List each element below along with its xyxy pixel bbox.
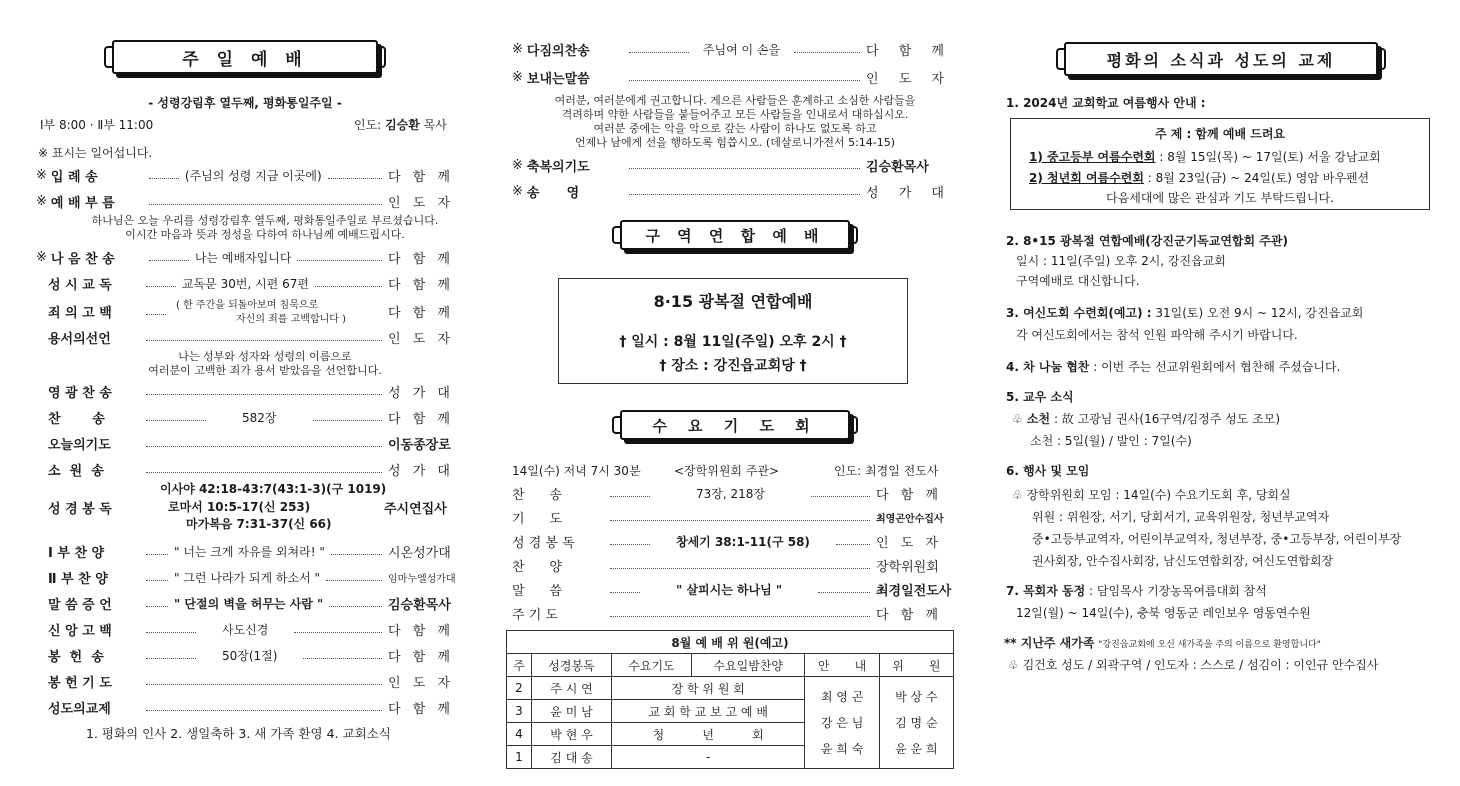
news-5-line-2: 소천 : 5일(월) / 발인 : 7일(수): [1030, 434, 1192, 448]
news-4: [1006, 358, 1340, 375]
news-1-a-label: 1) 중고등부 여름수련회: [1029, 150, 1156, 164]
scripture-reader: 주시연집사: [384, 502, 447, 517]
order-middle: 50장(1절): [222, 649, 278, 663]
order-label: 봉 헌 송: [48, 650, 104, 665]
order-item: [48, 408, 464, 427]
duty-week: 1: [507, 746, 532, 769]
leader-role: 목사: [423, 118, 447, 132]
duty-reader: 윤 미 남: [532, 700, 612, 723]
news-1-title: 1. 2024년 교회학교 여름행사 안내 :: [1006, 96, 1206, 110]
news-title-banner: [1064, 42, 1378, 76]
sending-text-4: 언제나 남에게 선을 행하도록 힘씁시오. (데살로니가전서 5:14-15): [574, 136, 896, 149]
order-item: [512, 40, 952, 59]
stand-mark: ※: [36, 194, 47, 209]
order-middle: 교독문 30번, 시편 67편: [182, 277, 309, 291]
wednesday-right: 최경일전도사: [876, 584, 952, 599]
duty-header: 수요일밤찬양: [691, 654, 804, 677]
order-label: 영 광 찬 송: [48, 386, 112, 401]
union-worship-date: † 일시 : 8월 11일(주일) 오후 2시 †: [619, 334, 847, 350]
order-right: 인 도 자: [388, 676, 454, 691]
order-item: [48, 646, 464, 665]
duty-wed: 장 학 위 원 회: [611, 677, 804, 700]
news-4-text: : 이번 주는 선교위원회에서 협찬해 주셨습니다.: [1089, 360, 1341, 374]
scripture-ref-3: 마가복음 7:31-37(신 66): [186, 517, 332, 531]
wednesday-item: [512, 580, 952, 599]
order-middle: " 그런 나라가 되게 하소서 ": [174, 571, 321, 585]
wednesday-leader: 인도: 최경일 전도사: [834, 464, 939, 478]
wednesday-right: 다 함 께: [876, 488, 942, 503]
news-5-title: 5. 교우 소식: [1006, 390, 1074, 404]
sending-text-3: 여러분 중에는 악을 악으로 갚는 사람이 하나도 없도록 하고: [593, 122, 877, 135]
duty-week: 3: [507, 700, 532, 723]
wednesday-middle: " 살피시는 하나님 ": [676, 583, 783, 597]
wednesday-prayer-banner: [620, 410, 850, 440]
news-8-title: ** 지난주 새가족: [1004, 636, 1095, 650]
news-4-title: 4. 차 나눔 협찬: [1006, 360, 1090, 374]
usher: 윤 운 희: [895, 741, 938, 756]
district-worship-title: 구 역 연 합 예 배: [645, 226, 825, 245]
order-label: 찬 송: [48, 412, 105, 427]
order-label: 말 씀 증 언: [48, 598, 112, 613]
order-item: [36, 192, 464, 211]
district-worship-banner: [620, 220, 850, 250]
stand-mark: ※: [512, 184, 523, 199]
stand-note: ※ 표시는 일어섭니다.: [38, 146, 153, 160]
order-item: [48, 328, 464, 347]
duty-week: 4: [507, 723, 532, 746]
wednesday-label: 말 씀: [512, 584, 562, 599]
order-middle: " 단절의 벽을 허무는 사람 ": [174, 597, 324, 611]
order-item: [48, 542, 464, 561]
table-row: [507, 677, 954, 700]
worship-title: 주 일 예 배: [182, 49, 308, 70]
order-label: Ⅱ 부 찬 양: [48, 572, 108, 587]
order-right: 다 함 께: [388, 170, 454, 185]
order-right: 다 함 께: [388, 412, 454, 427]
duty-reader: 김 대 송: [532, 746, 612, 769]
order-right: 다 함 께: [388, 252, 454, 267]
news-6-line-4: 권사회장, 안수집사회장, 남신도연합회장, 여신도연합회장: [1032, 554, 1334, 568]
stand-mark: ※: [512, 42, 523, 57]
wednesday-host: <장학위원회 주관>: [674, 464, 780, 478]
scripture-ref-1: 이사야 42:18-43:7(43:1-3)(구 1019): [160, 482, 387, 496]
wednesday-item: [512, 484, 952, 503]
usher: 윤 희 숙: [820, 741, 864, 756]
wednesday-right: 최영곤안수집사: [876, 514, 944, 525]
news-6-line-2: 위원 : 위원장, 서기, 당회서기, 교육위원장, 청년부교역자: [1032, 510, 1330, 524]
order-item: [48, 672, 464, 691]
order-item: [48, 274, 464, 293]
sending-text-1: 여러분, 여러분에게 권고합니다. 게으른 사람들은 훈계하고 소심한 사람들을: [554, 94, 916, 107]
news-7-text: : 담임목사 기장농목여름대회 참석: [1085, 584, 1267, 598]
duty-wed: -: [611, 746, 804, 769]
scripture-label: 성 경 봉 독: [48, 502, 112, 517]
wednesday-item: [512, 604, 952, 623]
order-item: [48, 460, 464, 479]
order-item: [48, 594, 464, 613]
order-item: [48, 620, 464, 639]
scripture-ref-2: 로마서 10:5-17(신 253): [168, 500, 311, 514]
order-right: 다 함 께: [388, 702, 454, 717]
order-item: [48, 434, 464, 453]
order-item: [512, 156, 952, 175]
wednesday-middle: 73장, 218장: [696, 487, 765, 501]
news-3-line-2: 각 여신도회에서는 참석 인원 파악해 주시기 바랍니다.: [1016, 328, 1298, 342]
duty-header: 수요기도: [611, 654, 691, 677]
duty-reader: 박 현 우: [532, 723, 612, 746]
service-leader: [354, 116, 447, 133]
news-1-a-text: : 8월 15일(목) ~ 17일(토) 서울 강남교회: [1155, 150, 1381, 164]
confess-text-1: ( 한 주간을 되돌아보며 침묵으로: [176, 300, 319, 311]
news-5-text: : 故 고광님 권사(16구역/김정주 성도 조모): [1050, 412, 1281, 426]
duty-wed: 교 회 학 교 보 고 예 배: [611, 700, 804, 723]
order-right: 다 함 께: [388, 278, 454, 293]
order-label: 보내는말씀: [526, 72, 590, 87]
order-right: 시온성가대: [388, 546, 451, 561]
news-7-line-2: 12일(월) ~ 14일(수), 충북 영동군 레인보우 영동연수원: [1016, 606, 1311, 620]
order-label: 예 배 부 름: [50, 196, 115, 211]
order-item: [36, 166, 464, 185]
order-right: 김승환목사: [388, 598, 451, 613]
duty-wed: 청 년 회: [611, 723, 804, 746]
stand-mark: ※: [36, 168, 47, 183]
news-3: [1006, 304, 1363, 321]
pardon-text-1: 나는 성부와 성자와 성령의 이름으로: [178, 350, 352, 363]
news-1-item-b: [1029, 169, 1369, 186]
news-1-note: 다음세대에 많은 관심과 기도 부탁드립니다.: [1106, 191, 1334, 205]
wednesday-time: 14일(수) 저녁 7시 30분: [512, 464, 641, 478]
order-right: 인 도 자: [866, 72, 952, 87]
order-middle: (주님의 성령 지금 이곳에): [184, 169, 322, 183]
union-worship-box: [558, 278, 908, 384]
order-item: [48, 568, 464, 587]
duty-header: 주: [507, 654, 532, 677]
order-label: 나 음 찬 송: [50, 252, 115, 267]
news-1-b-label: 2) 청년회 여름수련회: [1029, 171, 1144, 185]
union-worship-place: † 장소 : 강진읍교회당 †: [659, 358, 807, 374]
wednesday-label: 기 도: [512, 512, 562, 527]
order-right: 임마누엘성가대: [388, 574, 456, 585]
news-6-title: 6. 행사 및 모임: [1006, 464, 1090, 478]
news-1-box: [1010, 118, 1430, 210]
order-label: 송 영: [526, 186, 580, 201]
order-right: 성 가 대: [388, 464, 454, 479]
order-right: 성 가 대: [866, 186, 952, 201]
union-worship-title: 8·15 광복절 연합예배: [653, 292, 813, 311]
wednesday-item: [512, 556, 952, 575]
stand-mark: ※: [512, 158, 523, 173]
order-right: 다 함 께: [388, 306, 454, 321]
news-5-line-1: [1012, 410, 1280, 427]
call-text-1: 하나님은 오늘 우리를 성령강림후 열두째, 평화통일주일로 부르셨습니다.: [91, 214, 439, 227]
order-item: [48, 382, 464, 401]
wednesday-prayer-title: 수 요 기 도 회: [652, 416, 818, 435]
fellowship-list: 1. 평화의 인사 2. 생일축하 3. 새 가족 환영 4. 교회소식: [86, 726, 391, 741]
order-middle: 주님여 이 손을: [702, 43, 781, 57]
order-right: 다 함 께: [866, 44, 952, 59]
order-right: 인 도 자: [388, 196, 454, 211]
order-right: 다 함 께: [388, 650, 454, 665]
usher: 최 영 곤: [820, 689, 864, 704]
order-right: 이동종장로: [388, 438, 451, 453]
wednesday-label: 주 기 도: [512, 608, 558, 623]
duty-table: [506, 630, 954, 769]
news-2-line-2: 구역예배로 대신합니다.: [1016, 274, 1140, 288]
worship-subtitle: - 성령강림후 열두째, 평화통일주일 -: [148, 96, 342, 110]
ushers-b: [879, 677, 953, 769]
order-label: 죄 의 고 백: [48, 306, 112, 321]
wednesday-middle: 창세기 38:1-11(구 58): [676, 535, 810, 549]
news-1-item-a: [1029, 148, 1381, 165]
duty-title: 8월 예 배 위 원(예고): [507, 631, 954, 654]
wednesday-right: 장학위원회: [876, 560, 939, 575]
stand-mark: ※: [36, 250, 47, 265]
news-2-title: 2. 8•15 광복절 연합예배(강진군기독교연합회 주관): [1006, 234, 1288, 248]
news-3-title: 3. 여신도회 수련회(예고) :: [1006, 306, 1152, 320]
leader-name: 김승환: [385, 118, 420, 132]
news-8-quote: "강진읍교회에 오신 새가족을 주의 이름으로 환영합니다": [1098, 640, 1321, 650]
wednesday-right: 인 도 자: [876, 536, 942, 551]
duty-header: 내: [842, 654, 879, 677]
order-label: 신 앙 고 백: [48, 624, 112, 639]
news-1-b-text: : 8월 23일(금) ~ 24일(토) 영암 바우펜션: [1143, 171, 1370, 185]
stand-mark: ※: [512, 70, 523, 85]
wednesday-label: 찬 양: [512, 560, 562, 575]
wednesday-label: 찬 송: [512, 488, 562, 503]
order-label: 축복의기도: [526, 160, 590, 175]
service-times: Ⅰ부 8:00 · Ⅱ부 11:00: [40, 118, 154, 132]
news-3-text: 31일(토) 오전 9시 ~ 12시, 강진읍교회: [1151, 306, 1364, 320]
duty-header: 성경봉독: [532, 654, 612, 677]
news-7-title: 7. 목회자 동정: [1006, 584, 1086, 598]
order-label: 입 례 송: [50, 170, 98, 185]
leader-label: 인도:: [354, 118, 382, 132]
news-5-label: ♧ 소천: [1012, 412, 1051, 426]
worship-title-banner: [112, 40, 378, 74]
wednesday-item: [512, 532, 952, 551]
usher: 박 상 수: [895, 689, 938, 704]
order-middle: " 너는 크게 자유를 외쳐라! ": [174, 545, 325, 559]
order-label: 봉 헌 기 도: [48, 676, 112, 691]
order-middle: 나는 예배자입니다: [194, 251, 292, 265]
wednesday-item: [512, 508, 952, 527]
news-6-line-3: 중•고등부교역자, 어린이부교역자, 청년부장, 중•고등부장, 어린이부장: [1032, 532, 1402, 546]
news-2-line-1: 일시 : 11일(주일) 오후 2시, 강진읍교회: [1016, 254, 1226, 268]
news-1-theme: 주 제 : 함께 예배 드려요: [1154, 127, 1286, 141]
call-text-2: 이시간 마음과 뜻과 정성을 다하여 하나님께 예배드립시다.: [125, 228, 405, 241]
news-6-line-1: ♧ 장학위원회 모임 : 14일(수) 수요기도회 후, 당회실: [1012, 488, 1291, 502]
duty-week: 2: [507, 677, 532, 700]
order-item: [48, 698, 464, 717]
order-label: 성 시 교 독: [48, 278, 112, 293]
news-8: [1004, 634, 1321, 651]
news-7: [1006, 582, 1267, 599]
order-right: 김승환목사: [866, 160, 929, 175]
sending-text-2: 격려하며 약한 사람들을 붙들어주고 모든 사람들을 인내로서 대하십시오.: [561, 108, 909, 121]
ushers-a: [805, 677, 879, 769]
duty-header: 원: [916, 654, 953, 677]
news-title: 평화의 소식과 성도의 교제: [1106, 50, 1336, 70]
wednesday-label: 성 경 봉 독: [512, 536, 575, 551]
order-item: [512, 68, 952, 87]
order-middle: 사도신경: [222, 623, 269, 637]
order-label: 용서의선언: [48, 332, 111, 347]
order-label: 성도의교제: [48, 702, 111, 717]
usher: 김 명 순: [895, 715, 938, 730]
order-item: [512, 182, 952, 201]
order-right: 다 함 께: [388, 624, 454, 639]
order-label: Ⅰ 부 찬 양: [48, 546, 105, 561]
usher: 강 은 님: [820, 715, 864, 730]
order-middle: 582장: [242, 411, 277, 425]
duty-header: 위: [879, 654, 916, 677]
order-label: 소 원 송: [48, 464, 104, 479]
duty-header: 안: [805, 654, 842, 677]
news-8-line-1: ♧ 김건호 성도 / 외곽구역 / 인도자 : 스스로 / 섬김이 : 이인규 안수집사: [1008, 658, 1379, 672]
duty-reader: 주 시 연: [532, 677, 612, 700]
order-item: [36, 248, 464, 267]
pardon-text-2: 여러분이 고백한 죄가 용서 받았음을 선언합니다.: [148, 364, 382, 377]
confess-text-2: 자신의 죄를 고백합니다 ): [236, 314, 347, 325]
wednesday-right: 다 함 께: [876, 608, 942, 623]
order-label: 다짐의찬송: [526, 44, 590, 59]
order-right: 성 가 대: [388, 386, 454, 401]
order-label: 오늘의기도: [48, 438, 111, 453]
order-right: 인 도 자: [388, 332, 454, 347]
